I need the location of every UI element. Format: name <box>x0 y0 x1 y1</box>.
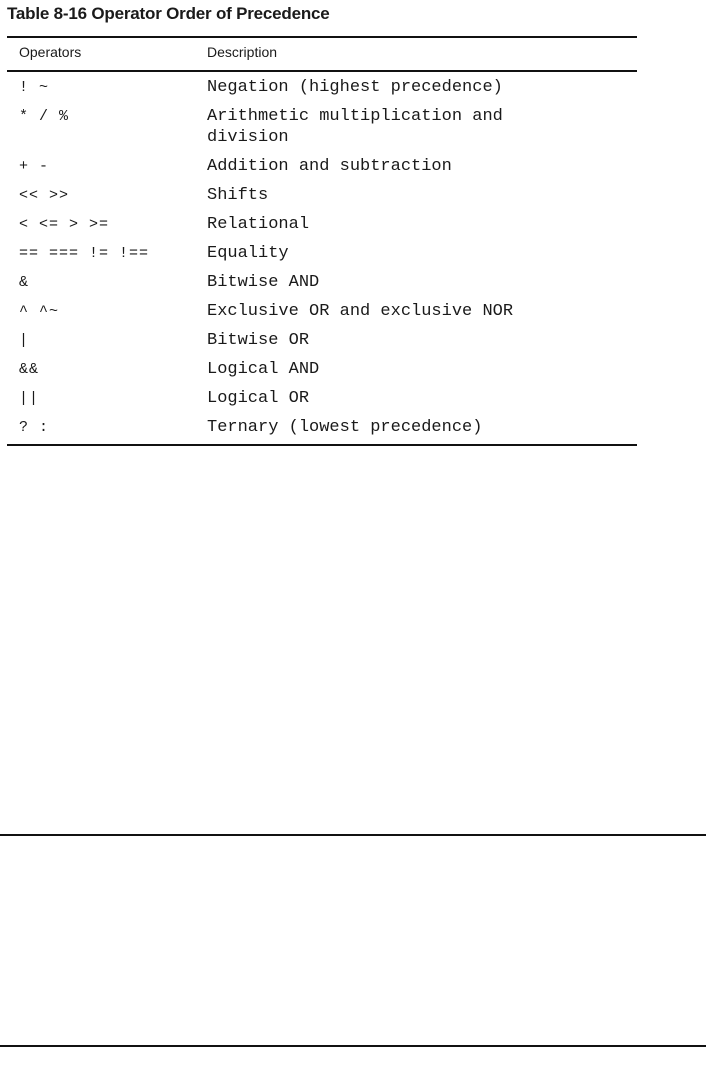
table-row <box>7 269 637 298</box>
table-row <box>7 211 637 240</box>
description-cell: Exclusive OR and exclusive NOR <box>207 302 514 321</box>
table-row <box>7 103 637 153</box>
table-row <box>7 356 637 385</box>
operator-cell: ? : <box>19 419 50 436</box>
table-row <box>7 385 637 414</box>
operator-cell: | <box>19 332 30 349</box>
table-header-rule <box>7 70 637 72</box>
description-cell: Negation (highest precedence) <box>207 78 503 97</box>
table-row <box>7 182 637 211</box>
table-body <box>7 74 637 443</box>
table-row <box>7 74 637 103</box>
table-row <box>7 298 637 327</box>
table-title: Table 8-16 Operator Order of Precedence <box>7 4 330 23</box>
operator-cell: << >> <box>19 187 70 204</box>
table-header-row <box>7 44 637 66</box>
operator-cell: * / % <box>19 108 70 125</box>
operator-cell: & <box>19 274 30 291</box>
description-cell: Logical AND <box>207 360 320 379</box>
table-row <box>7 414 637 443</box>
description-cell: Relational <box>207 215 310 234</box>
description-cell: Bitwise AND <box>207 273 320 292</box>
table-bottom-rule <box>7 444 637 446</box>
page-divider <box>0 1045 706 1047</box>
operator-cell: ! ~ <box>19 79 50 96</box>
operator-cell: + - <box>19 158 50 175</box>
description-cell: Arithmetic multiplication and division <box>207 107 503 147</box>
header-description: Description <box>207 44 278 60</box>
table-row <box>7 327 637 356</box>
operator-cell: || <box>19 390 40 407</box>
operator-cell: == === != !== <box>19 245 150 262</box>
operator-cell: < <= > >= <box>19 216 110 233</box>
table-row <box>7 153 637 182</box>
table-row <box>7 240 637 269</box>
description-cell: Logical OR <box>207 389 310 408</box>
description-cell: Bitwise OR <box>207 331 310 350</box>
description-cell: Addition and subtraction <box>207 157 452 176</box>
table-top-rule <box>7 36 637 38</box>
description-cell: Ternary (lowest precedence) <box>207 418 483 437</box>
header-operators: Operators <box>19 44 82 60</box>
page-divider <box>0 834 706 836</box>
description-cell: Equality <box>207 244 289 263</box>
operator-cell: && <box>19 361 40 378</box>
description-cell: Shifts <box>207 186 269 205</box>
operator-cell: ^ ^~ <box>19 303 60 320</box>
